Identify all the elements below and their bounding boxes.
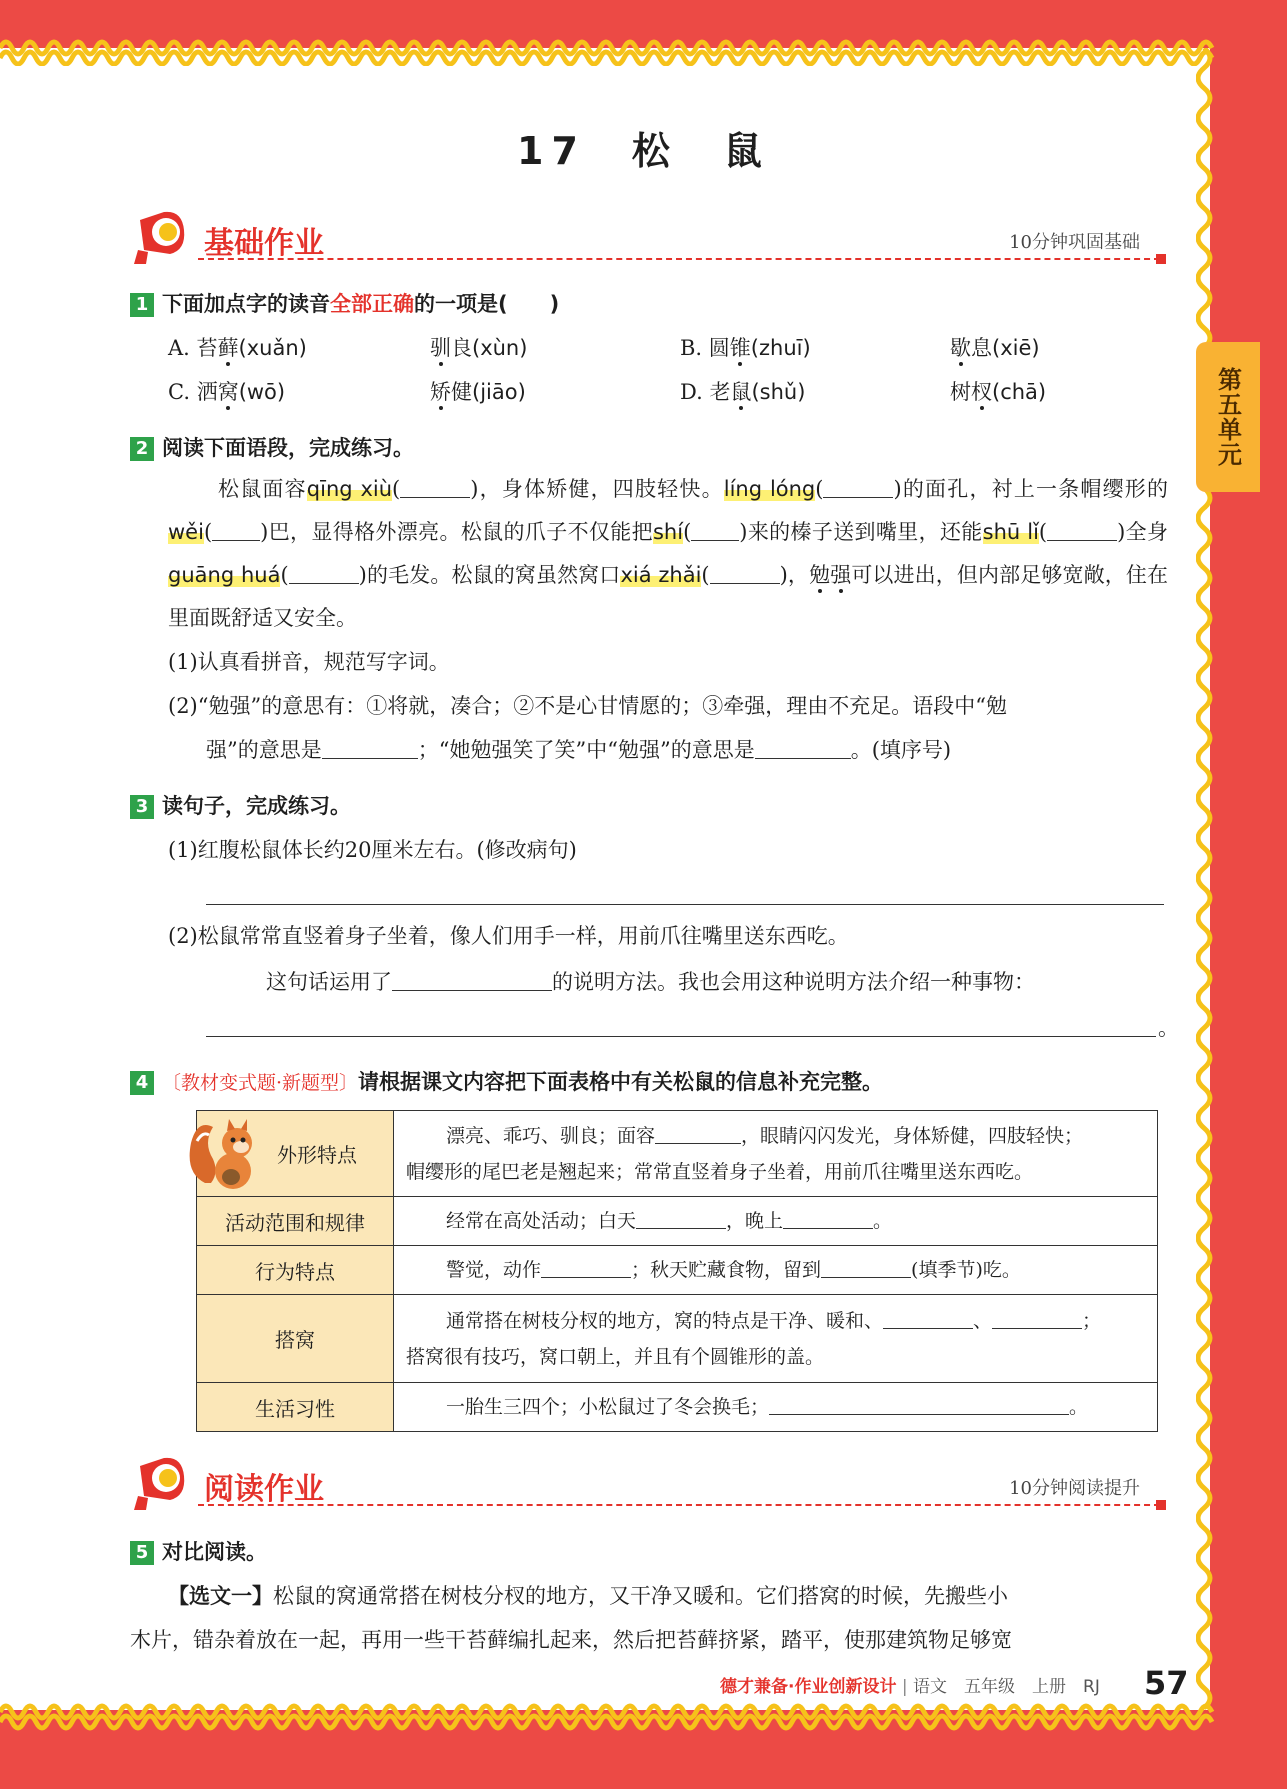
megaphone-icon <box>130 1456 192 1512</box>
squirrel-info-table <box>196 1110 1158 1432</box>
option-a-word-2: 驯良(xùn) <box>430 336 528 360</box>
answer-blank[interactable] <box>541 1257 631 1278</box>
question-2-stem: 2 阅读下面语段，完成练习。 <box>130 432 414 462</box>
section-title: 基础作业 <box>204 226 324 261</box>
option-d[interactable]: D. 老鼠(shǔ) <box>680 380 806 404</box>
answer-line[interactable] <box>206 904 1164 905</box>
dashed-divider <box>198 1504 1160 1506</box>
option-a[interactable]: A. 苔藓(xuǎn) <box>168 336 307 360</box>
table-header-cell: 活动范围和规律 <box>197 1197 394 1246</box>
answer-blank[interactable] <box>755 738 851 759</box>
answer-blank[interactable] <box>655 1123 741 1144</box>
question-number: 3 <box>130 795 154 819</box>
table-row <box>197 1246 1158 1295</box>
section-header-basic <box>130 210 1170 266</box>
answer-blank[interactable] <box>691 520 739 541</box>
wavy-border-right <box>1196 48 1224 1718</box>
question-2-sub-2: (2)“勉强”的意思有：①将就，凑合；②不是心甘情愿的；③牵强，理由不充足。语段中“勉 <box>168 694 1007 718</box>
answer-blank[interactable] <box>823 477 893 498</box>
answer-blank[interactable] <box>710 563 780 584</box>
table-row <box>197 1197 1158 1246</box>
table-row <box>197 1111 1158 1197</box>
table-header-cell: 搭窝 <box>197 1295 394 1383</box>
question-3-sub-2-cont: 这句话运用了 的说明方法。我也会用这种说明方法介绍一种事物： <box>266 970 1035 994</box>
dashed-divider <box>198 258 1160 260</box>
page-title: 17 松 鼠 <box>517 129 770 173</box>
question-1-stem: 1 下面加点字的读音全部正确的一项是( ) <box>130 288 559 318</box>
table-header-cell: 行为特点 <box>197 1246 394 1295</box>
question-number: 5 <box>130 1541 154 1565</box>
table-header-cell: 生活习性 <box>197 1383 394 1432</box>
divider-end <box>1156 1500 1166 1510</box>
section-note: 10分钟阅读提升 <box>1009 1478 1140 1499</box>
option-d-word-2: 树杈(chā) <box>950 380 1047 404</box>
reading-passage: 松鼠面容qīng xiù( )，身体矫健，四肢轻快。líng lóng( )的面孔，衬上一条帽缨形的wěi( )巴，显得格外漂亮。松鼠的爪子不仅能把shí( )来的榛子送到嘴里，还能shū lǐ( )全身guāng huá( )的毛发。松鼠的窝虽然窝口xiá zhǎi( )，勉强可以进出，但内部足够宽敞，住在里面既舒适又安全。 <box>168 477 1169 630</box>
option-b[interactable]: B. 圆锥(zhuī) <box>680 336 811 360</box>
footer: 德才兼备·作业创新设计 | 语文 五年级 上册 RJ <box>720 1677 1100 1697</box>
option-c-word-2: 矫健(jiāo) <box>430 380 526 404</box>
question-5-stem: 5 对比阅读。 <box>130 1536 267 1566</box>
option-b-word-2: 歇息(xiē) <box>950 336 1040 360</box>
table-cell: 通常搭在树枝分杈的地方，窝的特点是干净、暖和、 、 ； 搭窝很有技巧，窝口朝上，并且有个圆锥形的盖。 <box>394 1295 1158 1383</box>
question-number: 2 <box>130 437 154 461</box>
question-3-sub-1: (1)红腹松鼠体长约20厘米左右。(修改病句) <box>168 838 577 862</box>
wavy-border-bottom <box>0 1698 1287 1734</box>
section-note: 10分钟巩固基础 <box>1009 232 1140 253</box>
question-2-sub-1: (1)认真看拼音，规范写字词。 <box>168 650 450 674</box>
table-row <box>197 1295 1158 1383</box>
answer-blank[interactable] <box>392 970 552 991</box>
squirrel-icon <box>183 1113 263 1197</box>
passage-line-1: 【选文一】松鼠的窝通常搭在树枝分杈的地方，又干净又暖和。它们搭窝的时候，先搬些小 <box>168 1584 1008 1608</box>
answer-blank[interactable] <box>636 1208 726 1229</box>
answer-blank[interactable] <box>400 477 470 498</box>
passage-line-2: 木片，错杂着放在一起，再用一些干苔藓编扎起来，然后把苔藓挤紧，踏平，使那建筑物足够宽 <box>130 1628 1012 1652</box>
divider-end <box>1156 254 1166 264</box>
wavy-border-top <box>0 30 1287 66</box>
answer-blank[interactable] <box>1047 520 1117 541</box>
question-4-stem: 4 〔教材变式题·新题型〕请根据课文内容把下面表格中有关松鼠的信息补充完整。 <box>130 1066 883 1096</box>
table-row <box>197 1383 1158 1432</box>
question-3-sub-2: (2)松鼠常常直竖着身子坐着，像人们用手一样，用前爪往嘴里送东西吃。 <box>168 924 849 948</box>
page-number: 57 <box>1144 1664 1189 1702</box>
answer-blank[interactable] <box>783 1208 873 1229</box>
table-cell: 漂亮、乖巧、驯良；面容 ，眼睛闪闪发光，身体矫健，四肢轻快； 帽缨形的尾巴老是翘起来；常常直竖着身子坐着，用前爪往嘴里送东西吃。 <box>394 1111 1158 1197</box>
question-3-stem: 3 读句子，完成练习。 <box>130 790 351 820</box>
answer-blank[interactable] <box>212 520 260 541</box>
section-header-reading <box>130 1456 1170 1512</box>
answer-blank[interactable] <box>769 1394 1069 1415</box>
question-number: 1 <box>130 293 154 317</box>
question-number: 4 <box>130 1071 154 1095</box>
table-cell: 经常在高处活动；白天 ，晚上 。 <box>394 1197 1158 1246</box>
option-c[interactable]: C. 洒窝(wō) <box>168 380 286 404</box>
answer-blank[interactable] <box>289 563 359 584</box>
table-cell: 一胎生三四个；小松鼠过了冬会换毛； 。 <box>394 1383 1158 1432</box>
unit-tab: 第五单元 <box>1196 342 1260 492</box>
answer-blank[interactable] <box>883 1308 973 1329</box>
answer-blank[interactable] <box>821 1257 911 1278</box>
period: 。 <box>1158 1016 1179 1040</box>
answer-blank[interactable] <box>322 738 418 759</box>
answer-blank[interactable] <box>992 1308 1082 1329</box>
table-header-cell: 外形特点 <box>197 1111 394 1197</box>
question-2-sub-2-cont: 强”的意思是 ；“她勉强笑了笑”中“勉强”的意思是 。(填序号) <box>206 738 952 762</box>
answer-line[interactable] <box>206 1036 1156 1037</box>
section-title: 阅读作业 <box>204 1472 324 1507</box>
megaphone-icon <box>130 210 192 266</box>
table-cell: 警觉，动作 ；秋天贮藏食物，留到 (填季节)吃。 <box>394 1246 1158 1295</box>
